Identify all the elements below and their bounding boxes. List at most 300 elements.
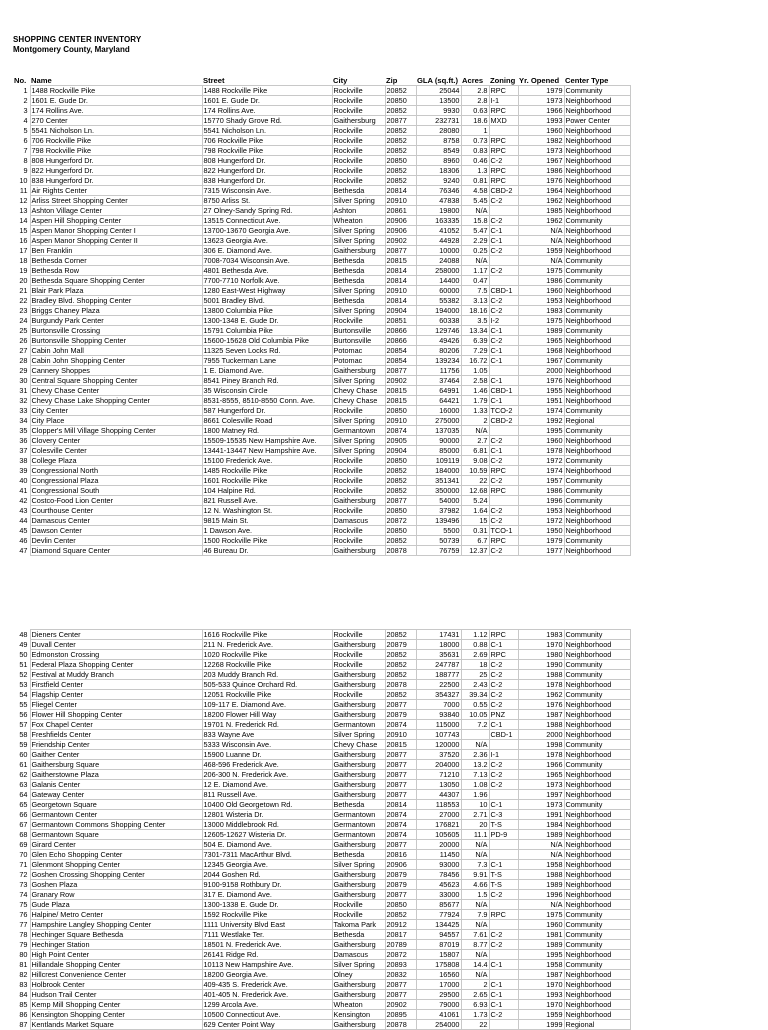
cell-year-opened: 1972 — [518, 456, 564, 466]
cell-center-type: Regional — [564, 1020, 630, 1030]
cell-name: Congressional North — [30, 466, 202, 476]
cell-zip: 20852 — [385, 476, 416, 486]
table-row — [13, 980, 630, 990]
cell-center-type: Community — [564, 356, 630, 366]
cell-name: Congressional South — [30, 486, 202, 496]
cell-city: Gaithersburg — [332, 940, 385, 950]
cell-no: 17 — [19, 246, 28, 255]
cell-zip: 20902 — [385, 376, 416, 386]
cell-name: 808 Hungerford Dr. — [30, 156, 202, 166]
cell-name: Courthouse Center — [30, 506, 202, 516]
cell-gla: 9930 — [416, 106, 461, 116]
cell-city: Gaithersburg — [332, 890, 385, 900]
cell-name: Festival at Muddy Branch — [30, 670, 202, 680]
table-row — [13, 730, 630, 740]
cell-street: 12345 Georgia Ave. — [202, 860, 332, 870]
cell-city: Wheaton — [332, 216, 385, 226]
cell-no: 18 — [19, 256, 28, 265]
cell-acres: 7.3 — [461, 860, 489, 870]
cell-zoning: TCO-1 — [489, 526, 518, 536]
cell-center-type: Neighborhood — [564, 730, 630, 740]
cell-city: Burtonsville — [332, 336, 385, 346]
cell-center-type: Neighborhood — [564, 900, 630, 910]
cell-street: 1020 Rockville Pike — [202, 650, 332, 660]
cell-no: 77 — [19, 920, 28, 929]
cell-gla: 176821 — [416, 820, 461, 830]
cell-name: Gude Plaza — [30, 900, 202, 910]
cell-center-type: Neighborhood — [564, 830, 630, 840]
cell-street: 12605-12627 Wisteria Dr. — [202, 830, 332, 840]
cell-street: 203 Muddy Branch Rd. — [202, 670, 332, 680]
cell-city: Silver Spring — [332, 196, 385, 206]
cell-zoning: CBD-1 — [489, 730, 518, 740]
cell-year-opened: 1967 — [518, 156, 564, 166]
table-row — [13, 910, 630, 920]
cell-acres: 12.68 — [461, 486, 489, 496]
cell-zoning: CBD-1 — [489, 386, 518, 396]
cell-no: 69 — [19, 840, 28, 849]
table-row — [13, 650, 630, 660]
table-row — [13, 166, 630, 176]
cell-acres: N/A — [461, 426, 489, 436]
cell-no: 14 — [19, 216, 28, 225]
table-row — [13, 176, 630, 186]
cell-zip: 20852 — [385, 630, 416, 640]
cell-gla: 41061 — [416, 1010, 461, 1020]
cell-zoning: C-2 — [489, 246, 518, 256]
cell-city: Germantown — [332, 810, 385, 820]
cell-street: 12051 Rockville Pike — [202, 690, 332, 700]
table-row — [13, 226, 630, 236]
cell-city: Wheaton — [332, 1000, 385, 1010]
cell-name: City Place — [30, 416, 202, 426]
cell-city: Takoma Park — [332, 920, 385, 930]
cell-city: Silver Spring — [332, 226, 385, 236]
cell-gla: 87019 — [416, 940, 461, 950]
table-row — [13, 216, 630, 226]
cell-year-opened: 1992 — [518, 416, 564, 426]
cell-name: 1601 E. Gude Dr. — [30, 96, 202, 106]
cell-name: Friendship Center — [30, 740, 202, 750]
table-row — [13, 1020, 630, 1030]
cell-zoning — [489, 950, 518, 960]
table-row — [13, 306, 630, 316]
cell-zoning: RPC — [489, 176, 518, 186]
cell-city: Chevy Chase — [332, 740, 385, 750]
cell-no: 46 — [19, 536, 28, 545]
cell-gla: 94557 — [416, 930, 461, 940]
cell-year-opened: 1989 — [518, 940, 564, 950]
cell-zip: 20872 — [385, 516, 416, 526]
cell-year-opened: 1998 — [518, 740, 564, 750]
cell-name: 5541 Nicholson Ln. — [30, 126, 202, 136]
cell-no: 55 — [19, 700, 28, 709]
cell-zip: 20912 — [385, 920, 416, 930]
cell-street: 808 Hungerford Dr. — [202, 156, 332, 166]
cell-zip: 20815 — [385, 386, 416, 396]
cell-year-opened: 1978 — [518, 446, 564, 456]
cell-gla: 54000 — [416, 496, 461, 506]
cell-city: Bethesda — [332, 800, 385, 810]
cell-year-opened: 1966 — [518, 106, 564, 116]
cell-zoning: C-1 — [489, 1000, 518, 1010]
cell-street: 1592 Rockville Pike — [202, 910, 332, 920]
cell-street: 317 E. Diamond Ave. — [202, 890, 332, 900]
table-row — [13, 810, 630, 820]
cell-street: 409-435 S. Frederick Ave. — [202, 980, 332, 990]
cell-gla: 20000 — [416, 840, 461, 850]
cell-zoning — [489, 970, 518, 980]
cell-zip: 20874 — [385, 720, 416, 730]
cell-acres: 0.31 — [461, 526, 489, 536]
cell-no: 40 — [19, 476, 28, 485]
cell-acres: 7.29 — [461, 346, 489, 356]
table-row — [13, 86, 630, 96]
cell-gla: 8960 — [416, 156, 461, 166]
table-row — [13, 356, 630, 366]
cell-street: 18200 Flower Hill Way — [202, 710, 332, 720]
cell-name: Hillcrest Convenience Center — [30, 970, 202, 980]
cell-zoning: C-2 — [489, 890, 518, 900]
cell-acres: 6.39 — [461, 336, 489, 346]
table-row — [13, 366, 630, 376]
cell-gla: 115000 — [416, 720, 461, 730]
cell-year-opened: 1995 — [518, 950, 564, 960]
cell-zoning: C-1 — [489, 800, 518, 810]
cell-city: Gaithersburg — [332, 246, 385, 256]
cell-zip: 20877 — [385, 760, 416, 770]
cell-street: 13700-13670 Georgia Ave. — [202, 226, 332, 236]
cell-city: Bethesda — [332, 930, 385, 940]
cell-city: Bethesda — [332, 256, 385, 266]
cell-city: Rockville — [332, 456, 385, 466]
cell-city: Damascus — [332, 516, 385, 526]
cell-city: Silver Spring — [332, 306, 385, 316]
table-row — [13, 760, 630, 770]
table-row — [13, 710, 630, 720]
cell-zoning: C-2 — [489, 770, 518, 780]
cell-no: 30 — [19, 376, 28, 385]
table-row — [13, 750, 630, 760]
cell-name: Central Square Shopping Center — [30, 376, 202, 386]
cell-gla: 35631 — [416, 650, 461, 660]
cell-city: Rockville — [332, 506, 385, 516]
cell-zip: 20814 — [385, 276, 416, 286]
cell-gla: 47838 — [416, 196, 461, 206]
cell-center-type: Community — [564, 476, 630, 486]
cell-zip: 20877 — [385, 840, 416, 850]
cell-year-opened: 1988 — [518, 720, 564, 730]
cell-acres: 4.66 — [461, 880, 489, 890]
table-row — [13, 800, 630, 810]
cell-center-type: Neighborhood — [564, 710, 630, 720]
cell-year-opened: 1986 — [518, 166, 564, 176]
table-row — [13, 436, 630, 446]
cell-center-type: Neighborhood — [564, 790, 630, 800]
cell-year-opened: N/A — [518, 236, 564, 246]
cell-zoning: C-1 — [489, 236, 518, 246]
cell-no: 16 — [19, 236, 28, 245]
cell-acres: 1.73 — [461, 1010, 489, 1020]
cell-zoning: C-1 — [489, 960, 518, 970]
cell-zip: 20879 — [385, 870, 416, 880]
cell-gla: 8758 — [416, 136, 461, 146]
cell-street: 306 E. Diamond Ave. — [202, 246, 332, 256]
cell-zip: 20832 — [385, 970, 416, 980]
cell-gla: 184000 — [416, 466, 461, 476]
cell-zip: 20852 — [385, 126, 416, 136]
cell-gla: 76346 — [416, 186, 461, 196]
cell-year-opened: 1991 — [518, 810, 564, 820]
cell-acres: 1.33 — [461, 406, 489, 416]
cell-zip: 20852 — [385, 146, 416, 156]
cell-street: 1800 Matney Rd. — [202, 426, 332, 436]
table-row — [13, 276, 630, 286]
cell-year-opened: 1960 — [518, 286, 564, 296]
cell-year-opened: 1982 — [518, 136, 564, 146]
cell-year-opened: N/A — [518, 840, 564, 850]
column-header-no: No. — [14, 76, 27, 86]
cell-acres: N/A — [461, 850, 489, 860]
cell-name: Hechinger Square Bethesda — [30, 930, 202, 940]
cell-street: 109-117 E. Diamond Ave. — [202, 700, 332, 710]
table-row — [13, 136, 630, 146]
cell-zoning: CBD-2 — [489, 186, 518, 196]
cell-no: 70 — [19, 850, 28, 859]
cell-no: 41 — [19, 486, 28, 495]
cell-gla: 49426 — [416, 336, 461, 346]
cell-name: Aspen Manor Shopping Center II — [30, 236, 202, 246]
cell-acres: 1.96 — [461, 790, 489, 800]
cell-street: 1500 Rockville Pike — [202, 536, 332, 546]
cell-gla: 254000 — [416, 1020, 461, 1030]
cell-year-opened: N/A — [518, 900, 564, 910]
cell-gla: 137035 — [416, 426, 461, 436]
cell-year-opened: 1987 — [518, 970, 564, 980]
cell-no: 20 — [19, 276, 28, 285]
cell-center-type: Neighborhood — [564, 980, 630, 990]
cell-no: 68 — [19, 830, 28, 839]
cell-year-opened: N/A — [518, 226, 564, 236]
table-row — [13, 386, 630, 396]
table-row — [13, 246, 630, 256]
cell-year-opened: 1960 — [518, 126, 564, 136]
cell-street: 7301-7311 MacArthur Blvd. — [202, 850, 332, 860]
cell-year-opened: 1970 — [518, 980, 564, 990]
cell-gla: 93000 — [416, 860, 461, 870]
cell-name: Kensington Shopping Center — [30, 1010, 202, 1020]
cell-year-opened: 1964 — [518, 186, 564, 196]
cell-city: Gaithersburg — [332, 750, 385, 760]
cell-no: 10 — [19, 176, 28, 185]
cell-name: Halpine/ Metro Center — [30, 910, 202, 920]
cell-name: Girard Center — [30, 840, 202, 850]
cell-year-opened: 1953 — [518, 296, 564, 306]
cell-acres: 2.8 — [461, 96, 489, 106]
cell-street: 1616 Rockville Pike — [202, 630, 332, 640]
table-row — [13, 96, 630, 106]
table-row — [13, 466, 630, 476]
table-header-row — [13, 76, 630, 86]
cell-zip: 20854 — [385, 346, 416, 356]
table-row — [13, 1010, 630, 1020]
table-row — [13, 820, 630, 830]
cell-street: 12 N. Washington St. — [202, 506, 332, 516]
cell-center-type: Community — [564, 266, 630, 276]
cell-year-opened: 2000 — [518, 366, 564, 376]
cell-center-type: Neighborhood — [564, 516, 630, 526]
table-row — [13, 286, 630, 296]
cell-zip: 20879 — [385, 640, 416, 650]
cell-year-opened: 1974 — [518, 466, 564, 476]
cell-city: Rockville — [332, 650, 385, 660]
cell-street: 8531-8555, 8510-8550 Conn. Ave. — [202, 396, 332, 406]
cell-acres: 12.37 — [461, 546, 489, 556]
cell-center-type: Neighborhood — [564, 990, 630, 1000]
cell-name: Granary Row — [30, 890, 202, 900]
table-row — [13, 526, 630, 536]
cell-zip: 20852 — [385, 136, 416, 146]
cell-street: 629 Center Point Way — [202, 1020, 332, 1030]
cell-zoning: C-2 — [489, 680, 518, 690]
cell-street: 13623 Georgia Ave. — [202, 236, 332, 246]
table-row — [13, 700, 630, 710]
cell-year-opened: 1976 — [518, 700, 564, 710]
cell-zoning — [489, 840, 518, 850]
cell-acres: 2.8 — [461, 86, 489, 96]
cell-center-type: Neighborhood — [564, 436, 630, 446]
cell-city: Silver Spring — [332, 436, 385, 446]
cell-no: 25 — [19, 326, 28, 335]
cell-center-type: Neighborhood — [564, 96, 630, 106]
cell-center-type: Community — [564, 920, 630, 930]
cell-acres: N/A — [461, 206, 489, 216]
cell-no: 33 — [19, 406, 28, 415]
cell-acres: 1.3 — [461, 166, 489, 176]
cell-gla: 45623 — [416, 880, 461, 890]
cell-center-type: Neighborhood — [564, 386, 630, 396]
column-header-acres: Acres — [462, 76, 484, 85]
cell-acres: 15.8 — [461, 216, 489, 226]
cell-gla: 80206 — [416, 346, 461, 356]
cell-zoning: C-2 — [489, 476, 518, 486]
cell-zoning: RPC — [489, 146, 518, 156]
cell-street: 7111 Westlake Ter. — [202, 930, 332, 940]
cell-zoning: C-2 — [489, 306, 518, 316]
cell-year-opened: 1958 — [518, 860, 564, 870]
cell-no: 49 — [19, 640, 28, 649]
cell-no: 44 — [19, 516, 28, 525]
cell-street: 1488 Rockville Pike — [202, 86, 332, 96]
table-row — [13, 156, 630, 166]
cell-year-opened: 1999 — [518, 1020, 564, 1030]
cell-center-type: Neighborhood — [564, 750, 630, 760]
cell-name: Hampshire Langley Shopping Center — [30, 920, 202, 930]
cell-street: 18200 Georgia Ave. — [202, 970, 332, 980]
cell-zoning: C-1 — [489, 346, 518, 356]
cell-acres: 6.81 — [461, 446, 489, 456]
cell-acres: 1 — [461, 126, 489, 136]
cell-zoning: C-1 — [489, 640, 518, 650]
cell-acres: 2.58 — [461, 376, 489, 386]
cell-no: 11 — [19, 186, 28, 195]
cell-acres: 0.83 — [461, 146, 489, 156]
cell-no: 2 — [23, 96, 28, 105]
cell-no: 3 — [23, 106, 28, 115]
column-header-zip: Zip — [386, 76, 398, 85]
cell-center-type: Neighborhood — [564, 246, 630, 256]
cell-acres: 1.46 — [461, 386, 489, 396]
table-row — [13, 740, 630, 750]
cell-acres: 7.2 — [461, 720, 489, 730]
cell-year-opened: 1978 — [518, 680, 564, 690]
table-row — [13, 830, 630, 840]
cell-zip: 20789 — [385, 940, 416, 950]
cell-center-type: Community — [564, 496, 630, 506]
cell-year-opened: 1996 — [518, 496, 564, 506]
cell-zoning: C-1 — [489, 860, 518, 870]
cell-year-opened: 1988 — [518, 870, 564, 880]
cell-street: 1280 East-West Highway — [202, 286, 332, 296]
cell-year-opened: 1955 — [518, 386, 564, 396]
table-row — [13, 456, 630, 466]
cell-name: Dawson Center — [30, 526, 202, 536]
cell-zoning: T-S — [489, 820, 518, 830]
cell-zoning: C-1 — [489, 326, 518, 336]
cell-acres: 0.81 — [461, 176, 489, 186]
cell-name: 706 Rockville Pike — [30, 136, 202, 146]
cell-no: 60 — [19, 750, 28, 759]
cell-street: 174 Rollins Ave. — [202, 106, 332, 116]
cell-zip: 20852 — [385, 466, 416, 476]
cell-year-opened: 1980 — [518, 650, 564, 660]
cell-acres: 39.34 — [461, 690, 489, 700]
cell-name: Hudson Trail Center — [30, 990, 202, 1000]
cell-gla: 64991 — [416, 386, 461, 396]
cell-acres: 16.72 — [461, 356, 489, 366]
cell-no: 73 — [19, 880, 28, 889]
table-row — [13, 146, 630, 156]
cell-zoning — [489, 920, 518, 930]
cell-street: 838 Hungerford Dr. — [202, 176, 332, 186]
cell-street: 822 Hungerford Dr. — [202, 166, 332, 176]
table-row — [13, 316, 630, 326]
cell-zip: 20850 — [385, 406, 416, 416]
cell-center-type: Neighborhood — [564, 640, 630, 650]
cell-acres: 5.47 — [461, 226, 489, 236]
cell-gla: 33000 — [416, 890, 461, 900]
cell-year-opened: 1970 — [518, 640, 564, 650]
table-row — [13, 266, 630, 276]
cell-name: Chevy Chase Lake Shopping Center — [30, 396, 202, 406]
cell-city: Bethesda — [332, 276, 385, 286]
cell-street: 505-533 Quince Orchard Rd. — [202, 680, 332, 690]
cell-zoning — [489, 790, 518, 800]
cell-city: Chevy Chase — [332, 386, 385, 396]
cell-acres: 22 — [461, 476, 489, 486]
table-row — [13, 920, 630, 930]
cell-city: Damascus — [332, 950, 385, 960]
cell-city: Rockville — [332, 106, 385, 116]
cell-no: 13 — [19, 206, 28, 215]
cell-acres: 6.7 — [461, 536, 489, 546]
cell-zoning: RPC — [489, 86, 518, 96]
table-row — [13, 990, 630, 1000]
cell-street: 8750 Arliss St. — [202, 196, 332, 206]
cell-center-type: Neighborhood — [564, 890, 630, 900]
table-row — [13, 630, 630, 640]
cell-zip: 20877 — [385, 246, 416, 256]
